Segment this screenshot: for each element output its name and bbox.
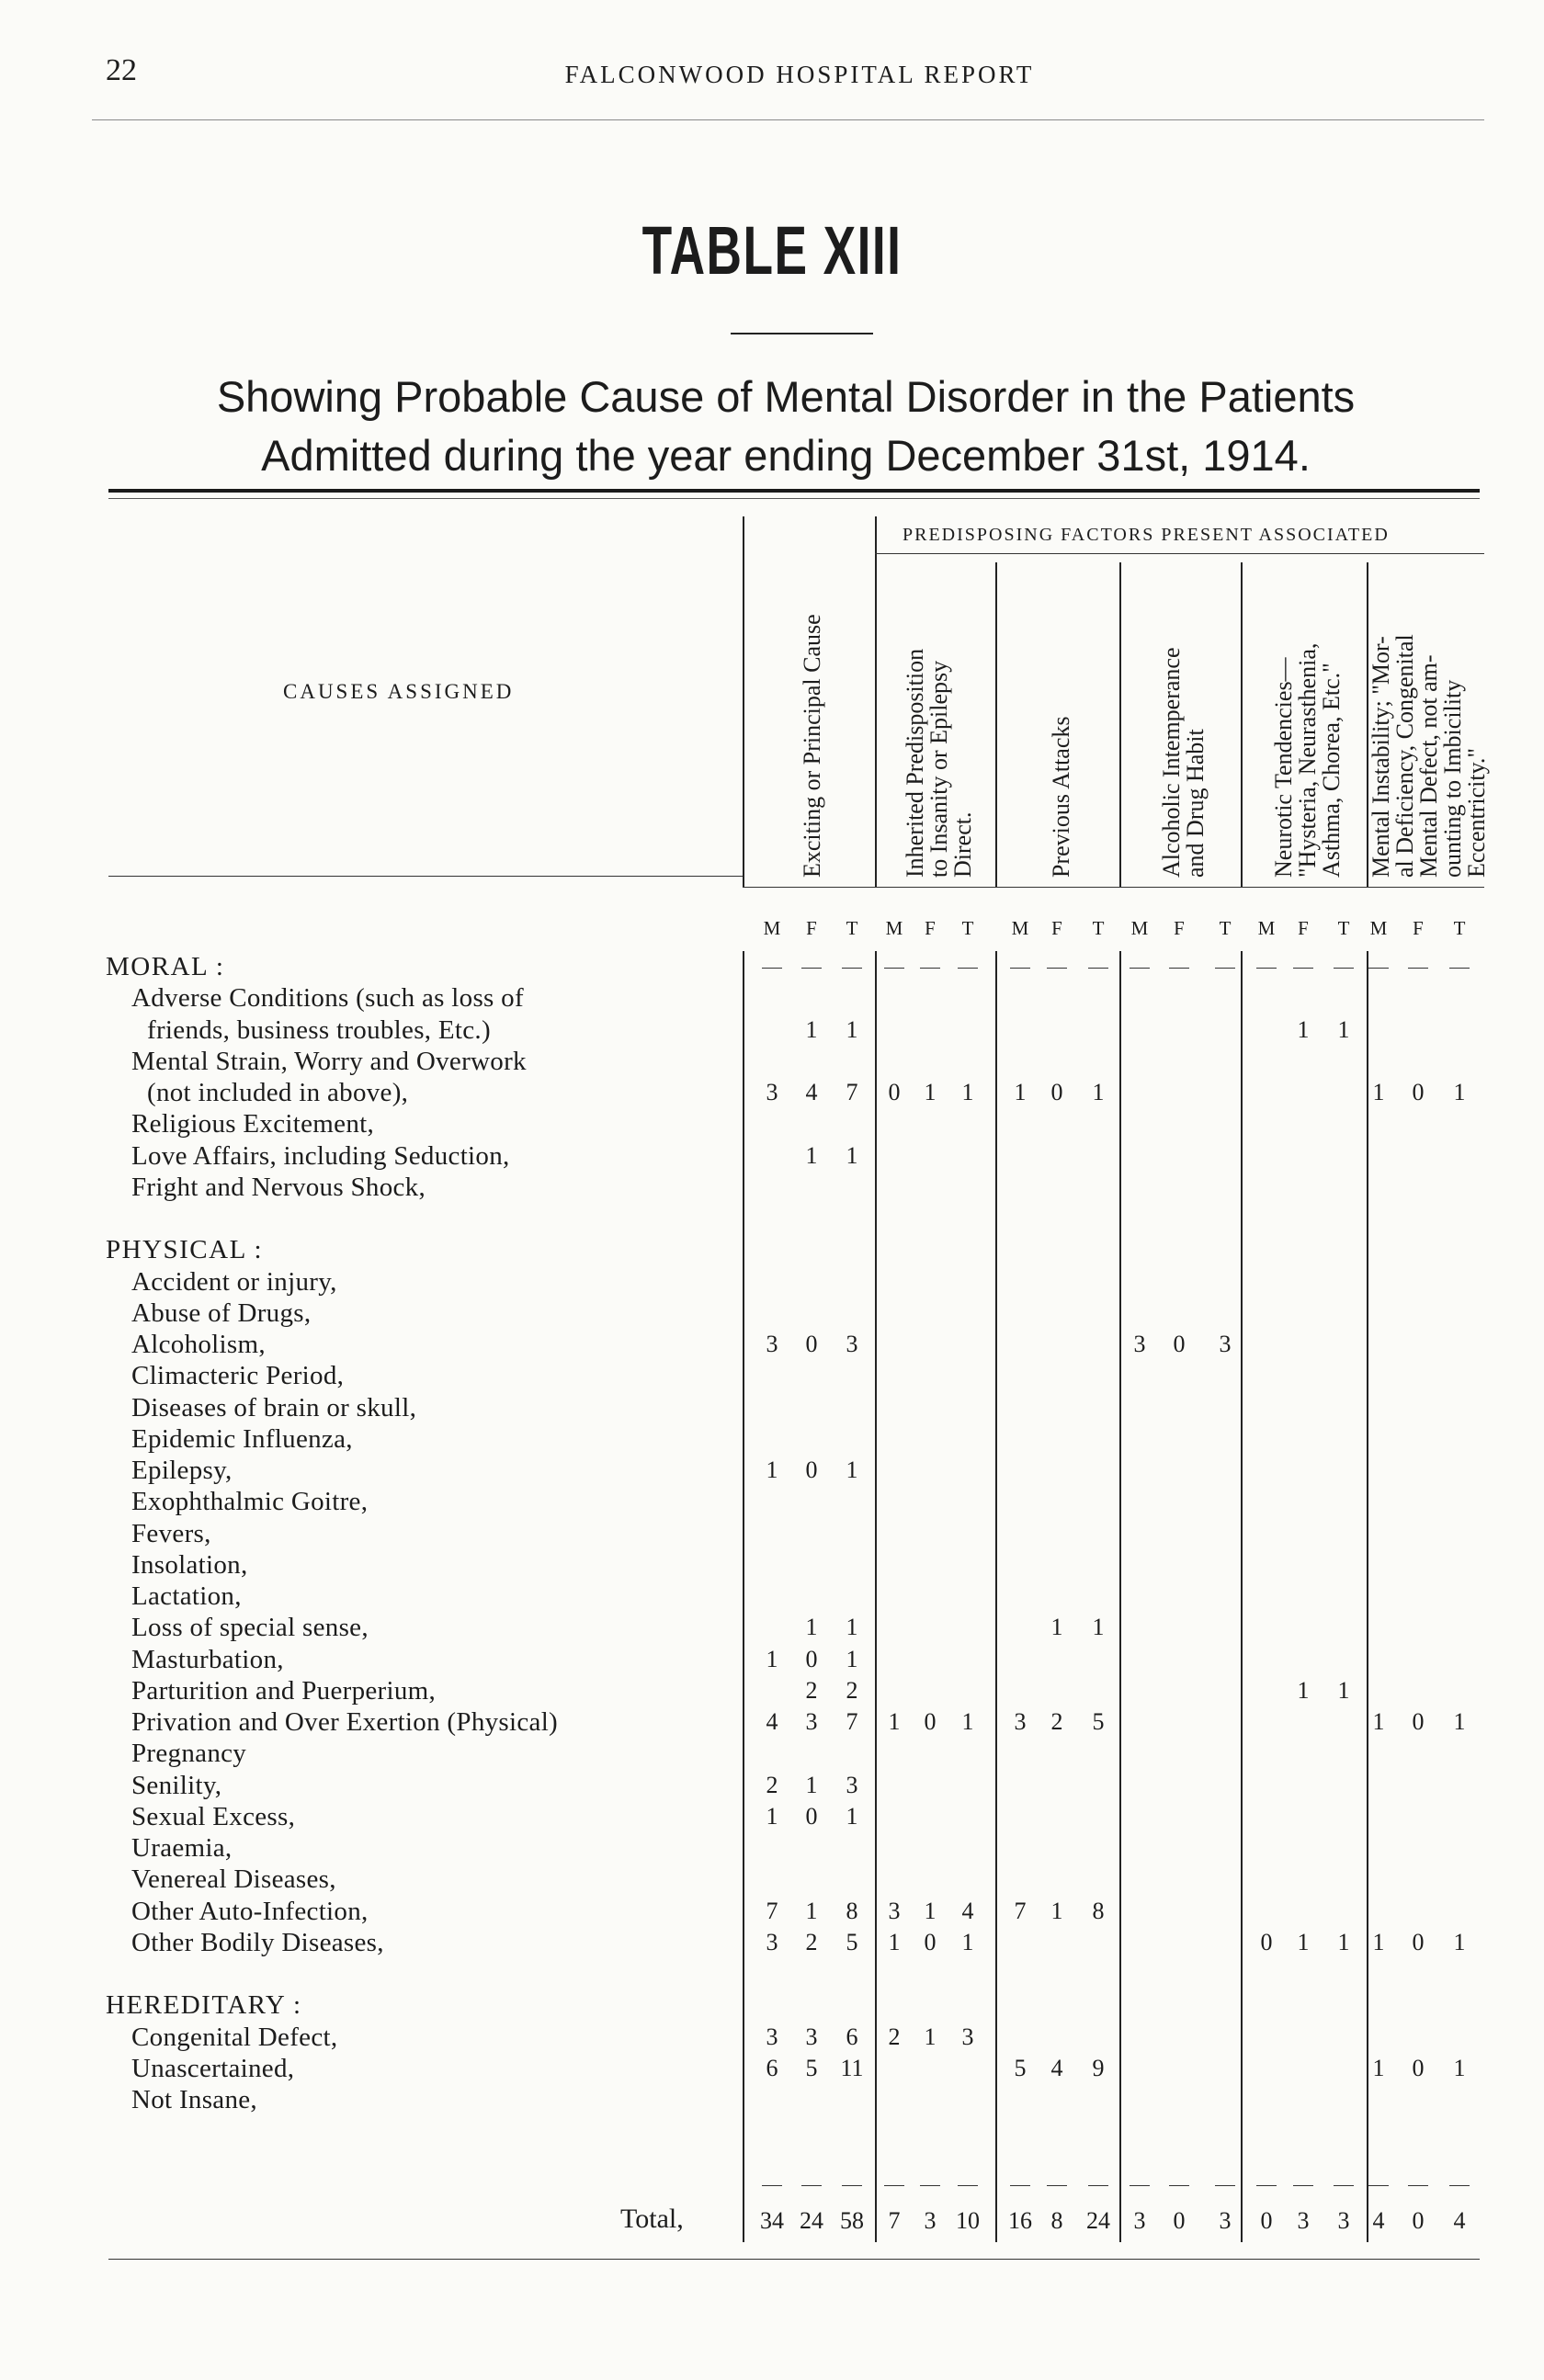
table-cell: 1 — [846, 1456, 858, 1483]
table-title: TABLE XIII — [641, 212, 903, 289]
column-group-label: to Insanity or Epilepsy — [925, 660, 952, 878]
body-column-rule — [743, 951, 744, 2242]
table-cell: 1 — [805, 1771, 818, 1798]
table-cell: 3 — [846, 1331, 858, 1357]
total-dash — [958, 2185, 978, 2186]
total-dash — [1130, 2185, 1150, 2186]
table-cell: 7 — [846, 1079, 858, 1105]
column-group-label: al Deficiency, Congenital — [1391, 634, 1418, 878]
sub-header-m: M — [1369, 917, 1388, 939]
column-group-label: ounting to Imbicility — [1439, 679, 1466, 878]
column-group-label: Inherited Predisposition — [901, 648, 928, 878]
header-bottom-rule — [743, 887, 1484, 888]
header-dash — [1130, 968, 1150, 969]
table-cell: 1 — [924, 1897, 937, 1924]
total-dash — [1334, 2185, 1354, 2186]
table-cell: 3 — [961, 2023, 974, 2050]
total-cell: 24 — [800, 2207, 823, 2234]
total-dash — [1169, 2185, 1189, 2186]
table-cell: 1 — [1337, 1015, 1350, 1043]
subtitle-line-1: Showing Probable Cause of Mental Disorder in the Patients — [216, 372, 1356, 421]
header-dash — [920, 968, 940, 969]
cause-label: Other Bodily Diseases, — [131, 1927, 384, 1957]
column-rule — [1241, 562, 1243, 887]
header-dash — [1334, 968, 1354, 969]
cause-label: Senility, — [131, 1770, 222, 1800]
sub-header-m: M — [1011, 917, 1029, 939]
table-cell: 1 — [888, 1928, 901, 1955]
table-cell: 0 — [1412, 1708, 1425, 1735]
table-cell: 1 — [1297, 1676, 1310, 1704]
table-cell: 1 — [1092, 1079, 1105, 1105]
cause-label: Love Affairs, including Seduction, — [131, 1140, 510, 1171]
cause-label: Parturition and Puerperium, — [131, 1675, 437, 1706]
column-rule — [1119, 562, 1121, 887]
table-cell: 4 — [961, 1897, 974, 1924]
cause-label: Loss of special sense, — [131, 1613, 369, 1643]
cause-label: Epilepsy, — [131, 1456, 233, 1485]
table-cell: 5 — [805, 2054, 818, 2081]
header-dash — [1047, 968, 1067, 969]
header-bottom-rule — [108, 876, 743, 877]
table-cell: 1 — [1297, 1928, 1310, 1955]
sub-header-t: T — [846, 917, 858, 939]
table-cell: 7 — [1014, 1897, 1027, 1924]
cause-label: Uraemia, — [131, 1833, 233, 1863]
column-group-label: Direct. — [948, 811, 976, 878]
table-cell: 3 — [1014, 1708, 1027, 1735]
table-cell: 1 — [1297, 1015, 1310, 1043]
sub-header-f: F — [1174, 917, 1185, 939]
table-cell: 1 — [1453, 1079, 1466, 1105]
cause-label: Mental Strain, Worry and Overwork — [131, 1046, 527, 1076]
cause-label: Diseases of brain or skull, — [131, 1392, 417, 1422]
sub-header-t: T — [1337, 917, 1350, 939]
cause-label: friends, business troubles, Etc.) — [147, 1014, 491, 1045]
table-cell: 8 — [1092, 1897, 1105, 1924]
table-cell: 3 — [766, 1331, 778, 1357]
cause-label: Accident or injury, — [131, 1266, 337, 1297]
table-cell: 1 — [1092, 1614, 1105, 1641]
table-cell: 1 — [1337, 1928, 1350, 1955]
sub-header-m: M — [763, 917, 781, 939]
running-title: FALCONWOOD HOSPITAL REPORT — [564, 61, 1035, 88]
table-cell: 7 — [766, 1897, 778, 1924]
cause-label: Adverse Conditions (such as loss of — [131, 983, 524, 1014]
table-cell: 5 — [846, 1928, 858, 1955]
table-cell: 1 — [1453, 2054, 1466, 2081]
header-dash — [1368, 968, 1389, 969]
total-dash — [1215, 2185, 1235, 2186]
table-cell: 0 — [924, 1928, 937, 1955]
table-cell: 1 — [766, 1645, 778, 1672]
header-dash — [1256, 968, 1277, 969]
predisposing-factors-heading: PREDISPOSING FACTORS PRESENT ASSOCIATED — [903, 525, 1390, 545]
total-cell: 0 — [1173, 2207, 1186, 2234]
header-dash — [801, 968, 822, 969]
column-group-label: Asthma, Chorea, Etc." — [1317, 663, 1345, 878]
table-cell: 3 — [1133, 1331, 1146, 1357]
table-cell: 1 — [1050, 1614, 1063, 1641]
cause-label: Other Auto-Infection, — [131, 1896, 369, 1926]
table-cell: 3 — [766, 1928, 778, 1955]
cause-label: Insolation, — [131, 1549, 248, 1580]
table-cell: 0 — [805, 1802, 818, 1830]
cause-label: Fevers, — [131, 1518, 211, 1548]
table-cell: 4 — [1050, 2054, 1063, 2081]
table-cell: 4 — [766, 1708, 778, 1735]
cause-label: Unascertained, — [131, 2053, 295, 2083]
cause-label: Congenital Defect, — [131, 2022, 338, 2052]
total-dash — [1368, 2185, 1389, 2186]
column-group-label: Alcoholic Intemperance — [1158, 647, 1185, 878]
table-cell: 6 — [846, 2023, 858, 2050]
total-cell: 4 — [1453, 2207, 1466, 2234]
column-group-label: "Hysteria, Neurasthenia, — [1293, 642, 1321, 878]
total-cell: 4 — [1372, 2207, 1385, 2234]
cause-label: Abuse of Drugs, — [131, 1298, 312, 1328]
table-cell: 9 — [1092, 2054, 1105, 2081]
cause-label: Exophthalmic Goitre, — [131, 1487, 369, 1517]
column-group-label: Mental Defect, not am- — [1415, 654, 1442, 878]
header-dash — [1088, 968, 1108, 969]
sub-header-m: M — [1257, 917, 1276, 939]
table-cell: 1 — [805, 1141, 818, 1169]
total-cell: 3 — [1297, 2207, 1310, 2234]
table-cell: 3 — [805, 1708, 818, 1735]
table-cell: 0 — [1050, 1079, 1063, 1105]
table-cell: 0 — [805, 1331, 818, 1357]
total-dash — [1088, 2185, 1108, 2186]
total-cell: 16 — [1008, 2207, 1032, 2234]
table-cell: 3 — [888, 1897, 901, 1924]
sub-header-t: T — [1092, 917, 1105, 939]
column-group-label: and Drug Habit — [1182, 729, 1209, 878]
total-dash — [1449, 2185, 1470, 2186]
body-column-rule — [1119, 951, 1121, 2242]
column-group-label: Mental Instability; "Mor- — [1368, 636, 1394, 878]
header-dash — [842, 968, 862, 969]
table-cell: 6 — [766, 2054, 778, 2081]
table-cell: 1 — [1372, 2054, 1385, 2081]
sub-header-f: F — [806, 917, 817, 939]
total-cell: 3 — [924, 2207, 937, 2234]
table-cell: 8 — [846, 1897, 858, 1924]
body-column-rule — [1367, 951, 1368, 2242]
table-cell: 0 — [1173, 1331, 1186, 1357]
total-cell: 3 — [1133, 2207, 1146, 2234]
header-dash — [762, 968, 782, 969]
table-cell: 1 — [1372, 1079, 1385, 1105]
sub-header-t: T — [1453, 917, 1466, 939]
body-column-rule — [875, 951, 877, 2242]
table-cell: 2 — [846, 1676, 858, 1704]
cause-label: Not Insane, — [131, 2085, 257, 2114]
table-cell: 0 — [888, 1079, 901, 1105]
table-cell: 1 — [1372, 1928, 1385, 1955]
total-cell: 0 — [1260, 2207, 1273, 2234]
table-cell: 1 — [846, 1015, 858, 1043]
table-cell: 0 — [1260, 1928, 1273, 1955]
sub-header-t: T — [961, 917, 974, 939]
total-dash — [1256, 2185, 1277, 2186]
total-cell: 24 — [1086, 2207, 1110, 2234]
table-bottom-rule — [108, 2259, 1480, 2260]
header-dash — [1215, 968, 1235, 969]
total-cell: 34 — [760, 2207, 784, 2234]
sub-header-f: F — [1051, 917, 1062, 939]
total-dash — [884, 2185, 904, 2186]
table-cell: 0 — [1412, 1079, 1425, 1105]
cause-label: (not included in above), — [147, 1078, 409, 1107]
total-dash — [801, 2185, 822, 2186]
table-cell: 5 — [1092, 1708, 1105, 1735]
cause-label: Climacteric Period, — [131, 1361, 345, 1391]
table-cell: 11 — [840, 2054, 864, 2081]
sub-header-m: M — [885, 917, 903, 939]
column-group-label: Previous Attacks — [1047, 716, 1074, 878]
table-cell: 1 — [1337, 1676, 1350, 1704]
total-dash — [920, 2185, 940, 2186]
header-dash — [1010, 968, 1030, 969]
causes-assigned-heading: CAUSES ASSIGNED — [283, 680, 515, 703]
cause-label: Masturbation, — [131, 1644, 284, 1674]
table-cell: 3 — [766, 1079, 778, 1105]
table-cell: 4 — [805, 1079, 818, 1105]
cause-label: Alcoholism, — [131, 1330, 266, 1359]
table-cell: 1 — [805, 1015, 818, 1043]
sub-header-t: T — [1219, 917, 1232, 939]
table-cell: 3 — [1219, 1331, 1232, 1357]
table-cell: 1 — [1050, 1897, 1063, 1924]
table-cell: 1 — [961, 1928, 974, 1955]
table-cell: 0 — [805, 1456, 818, 1483]
table-cell: 1 — [805, 1897, 818, 1924]
table-cell: 1 — [1453, 1928, 1466, 1955]
table-cell: 1 — [961, 1708, 974, 1735]
table-cell: 1 — [805, 1614, 818, 1641]
column-rule — [875, 516, 877, 887]
table-cell: 3 — [805, 2023, 818, 2050]
subtitle-line-2: Admitted during the year ending December 31st, 1914. — [261, 431, 1311, 480]
table-cell: 1 — [846, 1614, 858, 1641]
sub-header-f: F — [925, 917, 936, 939]
section-heading: PHYSICAL : — [106, 1235, 264, 1265]
header-dash — [1169, 968, 1189, 969]
header-dash — [1293, 968, 1313, 969]
table-cell: 1 — [1014, 1079, 1027, 1105]
page-number: 22 — [106, 53, 137, 87]
column-rule — [995, 562, 997, 887]
table-cell: 1 — [1372, 1708, 1385, 1735]
total-dash — [1293, 2185, 1313, 2186]
total-dash — [1408, 2185, 1428, 2186]
total-dash — [842, 2185, 862, 2186]
cause-label: Privation and Over Exertion (Physical) — [131, 1707, 559, 1737]
table-cell: 0 — [805, 1645, 818, 1672]
total-cell: 0 — [1412, 2207, 1425, 2234]
predisposing-underline — [875, 553, 1484, 554]
total-cell: 8 — [1050, 2207, 1063, 2234]
table-cell: 3 — [846, 1771, 858, 1798]
table-cell: 0 — [924, 1708, 937, 1735]
section-heading: MORAL : — [106, 952, 225, 981]
cause-label: Religious Excitement, — [131, 1109, 375, 1139]
cause-label: Epidemic Influenza, — [131, 1423, 353, 1454]
cause-label: Pregnancy — [131, 1739, 247, 1769]
cause-label: Fright and Nervous Shock, — [131, 1172, 426, 1202]
table-cell: 2 — [805, 1676, 818, 1704]
table-cell: 1 — [846, 1141, 858, 1169]
table-cell: 2 — [888, 2023, 901, 2050]
table-cell: 2 — [1050, 1708, 1063, 1735]
table-cell: 1 — [961, 1079, 974, 1105]
sub-header-f: F — [1298, 917, 1309, 939]
table-cell: 0 — [1412, 2054, 1425, 2081]
cause-label: Sexual Excess, — [131, 1801, 296, 1831]
cause-label: Venereal Diseases, — [131, 1864, 336, 1895]
body-column-rule — [1241, 951, 1243, 2242]
header-dash — [1449, 968, 1470, 969]
sub-header-f: F — [1413, 917, 1424, 939]
total-cell: 3 — [1337, 2207, 1350, 2234]
column-rule — [743, 516, 744, 887]
header-dash — [1408, 968, 1428, 969]
table-cell: 3 — [766, 2023, 778, 2050]
header-dash — [958, 968, 978, 969]
total-cell: 10 — [956, 2207, 980, 2234]
table-cell: 7 — [846, 1708, 858, 1735]
total-dash — [1047, 2185, 1067, 2186]
table-cell: 1 — [766, 1802, 778, 1830]
table-cell: 5 — [1014, 2054, 1027, 2081]
cause-label: Lactation, — [131, 1581, 242, 1611]
table-cell: 2 — [766, 1771, 778, 1798]
table-cell: 1 — [766, 1456, 778, 1483]
total-cell: 3 — [1219, 2207, 1232, 2234]
total-label: Total, — [620, 2204, 684, 2234]
sub-header-m: M — [1130, 917, 1149, 939]
table-cell: 1 — [846, 1645, 858, 1672]
total-dash — [1010, 2185, 1030, 2186]
table-cell: 0 — [1412, 1928, 1425, 1955]
table-cell: 1 — [888, 1708, 901, 1735]
column-group-label: Exciting or Principal Cause — [799, 614, 825, 878]
section-heading: HEREDITARY : — [106, 1990, 302, 2021]
column-group-label: Eccentricity." — [1463, 747, 1490, 878]
table-cell: 1 — [924, 2023, 937, 2050]
table-cell: 1 — [1453, 1708, 1466, 1735]
table-cell: 2 — [805, 1928, 818, 1955]
table-cell: 1 — [846, 1802, 858, 1830]
total-cell: 7 — [888, 2207, 901, 2234]
body-column-rule — [995, 951, 997, 2242]
table-cell: 1 — [924, 1079, 937, 1105]
total-cell: 58 — [840, 2207, 864, 2234]
total-dash — [762, 2185, 782, 2186]
column-group-label: Neurotic Tendencies— — [1269, 657, 1297, 878]
header-dash — [884, 968, 904, 969]
